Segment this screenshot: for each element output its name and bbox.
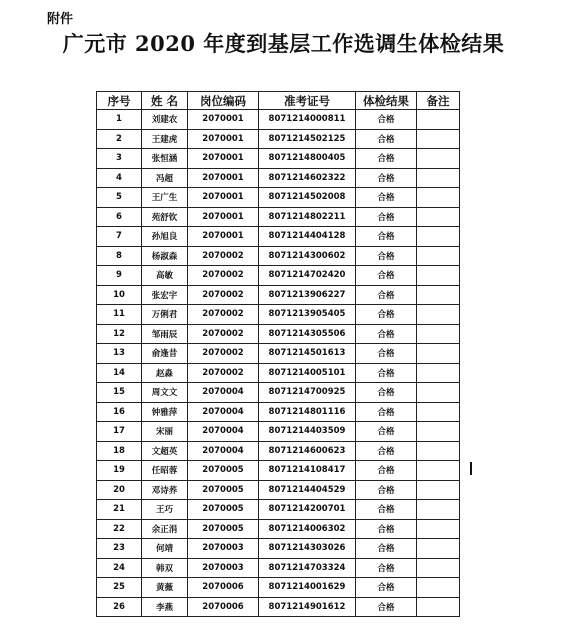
cell-seq: 26 — [97, 597, 142, 617]
cell-exam-number: 8071214502125 — [259, 129, 356, 149]
table-body — [97, 110, 460, 617]
cell-position-code: 2070002 — [188, 344, 259, 364]
cell-name: 俞逢昔 — [142, 344, 188, 364]
table-header-row — [97, 92, 460, 110]
cell-exam-number: 8071214005101 — [259, 363, 356, 383]
cell-position-code: 2070001 — [188, 168, 259, 188]
cell-exam-number: 8071214108417 — [259, 461, 356, 481]
table-row — [97, 246, 460, 266]
cell-exam-number: 8071214700925 — [259, 383, 356, 403]
cell-remark — [417, 324, 460, 344]
cell-position-code: 2070002 — [188, 305, 259, 325]
cell-result: 合格 — [356, 149, 417, 169]
table-row — [97, 363, 460, 383]
cell-result: 合格 — [356, 383, 417, 403]
cell-exam-number: 8071214300602 — [259, 246, 356, 266]
cell-seq: 18 — [97, 441, 142, 461]
cell-result: 合格 — [356, 578, 417, 598]
cell-exam-number: 8071214404529 — [259, 480, 356, 500]
cell-result: 合格 — [356, 129, 417, 149]
cell-name: 钟雅萍 — [142, 402, 188, 422]
cell-position-code: 2070001 — [188, 188, 259, 208]
cell-result: 合格 — [356, 285, 417, 305]
cell-name: 任昭蓉 — [142, 461, 188, 481]
cell-remark — [417, 441, 460, 461]
cell-name: 高敏 — [142, 266, 188, 286]
cell-result: 合格 — [356, 441, 417, 461]
cell-name: 王巧 — [142, 500, 188, 520]
cell-seq: 12 — [97, 324, 142, 344]
header-seq: 序号 — [97, 92, 142, 110]
cell-position-code: 2070002 — [188, 246, 259, 266]
table-row — [97, 207, 460, 227]
cell-seq: 5 — [97, 188, 142, 208]
cell-result: 合格 — [356, 539, 417, 559]
cell-name: 邓诗荞 — [142, 480, 188, 500]
table-row — [97, 500, 460, 520]
header-position-code: 岗位编码 — [188, 92, 259, 110]
table-row — [97, 110, 460, 130]
cell-result: 合格 — [356, 227, 417, 247]
table-row — [97, 344, 460, 364]
cell-exam-number: 8071214800405 — [259, 149, 356, 169]
table-row — [97, 149, 460, 169]
cell-exam-number: 8071214901612 — [259, 597, 356, 617]
cell-seq: 15 — [97, 383, 142, 403]
cell-remark — [417, 480, 460, 500]
edge-mark — [470, 462, 472, 475]
cell-remark — [417, 558, 460, 578]
table-row — [97, 519, 460, 539]
cell-position-code: 2070002 — [188, 266, 259, 286]
cell-result: 合格 — [356, 305, 417, 325]
cell-result: 合格 — [356, 344, 417, 364]
cell-exam-number: 8071214702420 — [259, 266, 356, 286]
cell-remark — [417, 188, 460, 208]
cell-position-code: 2070004 — [188, 402, 259, 422]
cell-result: 合格 — [356, 110, 417, 130]
cell-remark — [417, 344, 460, 364]
cell-result: 合格 — [356, 246, 417, 266]
table-row — [97, 597, 460, 617]
cell-position-code: 2070002 — [188, 285, 259, 305]
cell-position-code: 2070005 — [188, 461, 259, 481]
table-row — [97, 227, 460, 247]
cell-remark — [417, 129, 460, 149]
cell-position-code: 2070001 — [188, 149, 259, 169]
cell-seq: 21 — [97, 500, 142, 520]
cell-name: 冯超 — [142, 168, 188, 188]
cell-position-code: 2070003 — [188, 539, 259, 559]
cell-result: 合格 — [356, 402, 417, 422]
cell-position-code: 2070001 — [188, 227, 259, 247]
cell-exam-number: 8071214703324 — [259, 558, 356, 578]
cell-result: 合格 — [356, 597, 417, 617]
cell-position-code: 2070006 — [188, 597, 259, 617]
cell-exam-number: 8071214602322 — [259, 168, 356, 188]
header-exam-result: 体检结果 — [356, 92, 417, 110]
table-row — [97, 168, 460, 188]
cell-remark — [417, 539, 460, 559]
cell-exam-number: 8071214600623 — [259, 441, 356, 461]
table-row — [97, 402, 460, 422]
cell-result: 合格 — [356, 422, 417, 442]
cell-position-code: 2070006 — [188, 578, 259, 598]
cell-name: 王广生 — [142, 188, 188, 208]
cell-name: 余正涓 — [142, 519, 188, 539]
cell-name: 苑舒钦 — [142, 207, 188, 227]
cell-seq: 11 — [97, 305, 142, 325]
cell-seq: 14 — [97, 363, 142, 383]
cell-remark — [417, 305, 460, 325]
cell-remark — [417, 266, 460, 286]
cell-seq: 10 — [97, 285, 142, 305]
table-row — [97, 129, 460, 149]
cell-result: 合格 — [356, 519, 417, 539]
cell-remark — [417, 168, 460, 188]
cell-remark — [417, 578, 460, 598]
header-exam-number: 准考证号 — [259, 92, 356, 110]
cell-name: 赵淼 — [142, 363, 188, 383]
table-row — [97, 441, 460, 461]
cell-remark — [417, 519, 460, 539]
cell-result: 合格 — [356, 207, 417, 227]
attachment-label: 附件 — [47, 12, 74, 27]
cell-exam-number: 8071214502008 — [259, 188, 356, 208]
cell-seq: 9 — [97, 266, 142, 286]
table-row — [97, 383, 460, 403]
cell-name: 文超英 — [142, 441, 188, 461]
cell-seq: 6 — [97, 207, 142, 227]
cell-result: 合格 — [356, 461, 417, 481]
cell-exam-number: 8071214006302 — [259, 519, 356, 539]
cell-position-code: 2070005 — [188, 519, 259, 539]
cell-name: 何靖 — [142, 539, 188, 559]
cell-seq: 7 — [97, 227, 142, 247]
cell-remark — [417, 363, 460, 383]
header-remark: 备注 — [417, 92, 460, 110]
cell-position-code: 2070004 — [188, 422, 259, 442]
table-row — [97, 480, 460, 500]
cell-seq: 17 — [97, 422, 142, 442]
cell-exam-number: 8071214404128 — [259, 227, 356, 247]
cell-remark — [417, 149, 460, 169]
cell-name: 宋丽 — [142, 422, 188, 442]
cell-name: 韩双 — [142, 558, 188, 578]
cell-exam-number: 8071214000811 — [259, 110, 356, 130]
cell-position-code: 2070001 — [188, 110, 259, 130]
table-row — [97, 285, 460, 305]
cell-position-code: 2070003 — [188, 558, 259, 578]
cell-remark — [417, 597, 460, 617]
cell-remark — [417, 285, 460, 305]
cell-result: 合格 — [356, 168, 417, 188]
cell-seq: 13 — [97, 344, 142, 364]
cell-exam-number: 8071214001629 — [259, 578, 356, 598]
cell-position-code: 2070001 — [188, 129, 259, 149]
cell-seq: 16 — [97, 402, 142, 422]
cell-name: 王建虎 — [142, 129, 188, 149]
cell-exam-number: 8071214303026 — [259, 539, 356, 559]
cell-name: 周文文 — [142, 383, 188, 403]
cell-name: 万俐君 — [142, 305, 188, 325]
cell-seq: 24 — [97, 558, 142, 578]
cell-seq: 25 — [97, 578, 142, 598]
cell-seq: 8 — [97, 246, 142, 266]
cell-result: 合格 — [356, 558, 417, 578]
table-row — [97, 324, 460, 344]
page-title: 广元市 2020 年度到基层工作选调生体检结果 — [62, 31, 505, 56]
cell-remark — [417, 227, 460, 247]
cell-result: 合格 — [356, 324, 417, 344]
cell-name: 黄薇 — [142, 578, 188, 598]
cell-position-code: 2070002 — [188, 363, 259, 383]
cell-result: 合格 — [356, 480, 417, 500]
table-row — [97, 266, 460, 286]
table-row — [97, 558, 460, 578]
cell-exam-number: 8071214501613 — [259, 344, 356, 364]
cell-position-code: 2070005 — [188, 480, 259, 500]
cell-exam-number: 8071214403509 — [259, 422, 356, 442]
cell-exam-number: 8071213905405 — [259, 305, 356, 325]
cell-name: 刘建农 — [142, 110, 188, 130]
cell-remark — [417, 461, 460, 481]
cell-remark — [417, 500, 460, 520]
table-row — [97, 539, 460, 559]
table-row — [97, 578, 460, 598]
cell-result: 合格 — [356, 266, 417, 286]
cell-name: 李燕 — [142, 597, 188, 617]
cell-seq: 1 — [97, 110, 142, 130]
cell-seq: 22 — [97, 519, 142, 539]
table-row — [97, 461, 460, 481]
cell-seq: 20 — [97, 480, 142, 500]
cell-exam-number: 8071214200701 — [259, 500, 356, 520]
cell-name: 张恒涵 — [142, 149, 188, 169]
cell-exam-number: 8071214802211 — [259, 207, 356, 227]
cell-name: 张宏宇 — [142, 285, 188, 305]
cell-seq: 3 — [97, 149, 142, 169]
cell-result: 合格 — [356, 188, 417, 208]
cell-remark — [417, 383, 460, 403]
cell-remark — [417, 402, 460, 422]
header-name: 姓 名 — [142, 92, 188, 110]
cell-exam-number: 8071214305506 — [259, 324, 356, 344]
results-table — [96, 91, 460, 617]
cell-remark — [417, 110, 460, 130]
table-row — [97, 188, 460, 208]
cell-exam-number: 8071214801116 — [259, 402, 356, 422]
cell-remark — [417, 207, 460, 227]
table-row — [97, 422, 460, 442]
cell-position-code: 2070002 — [188, 324, 259, 344]
cell-position-code: 2070005 — [188, 500, 259, 520]
cell-remark — [417, 422, 460, 442]
cell-name: 孙旭良 — [142, 227, 188, 247]
cell-seq: 19 — [97, 461, 142, 481]
cell-position-code: 2070004 — [188, 383, 259, 403]
cell-seq: 23 — [97, 539, 142, 559]
cell-seq: 2 — [97, 129, 142, 149]
cell-position-code: 2070004 — [188, 441, 259, 461]
table-row — [97, 305, 460, 325]
cell-result: 合格 — [356, 500, 417, 520]
cell-exam-number: 8071213906227 — [259, 285, 356, 305]
cell-seq: 4 — [97, 168, 142, 188]
cell-remark — [417, 246, 460, 266]
cell-name: 邹雨辰 — [142, 324, 188, 344]
cell-name: 杨淑森 — [142, 246, 188, 266]
cell-result: 合格 — [356, 363, 417, 383]
cell-position-code: 2070001 — [188, 207, 259, 227]
